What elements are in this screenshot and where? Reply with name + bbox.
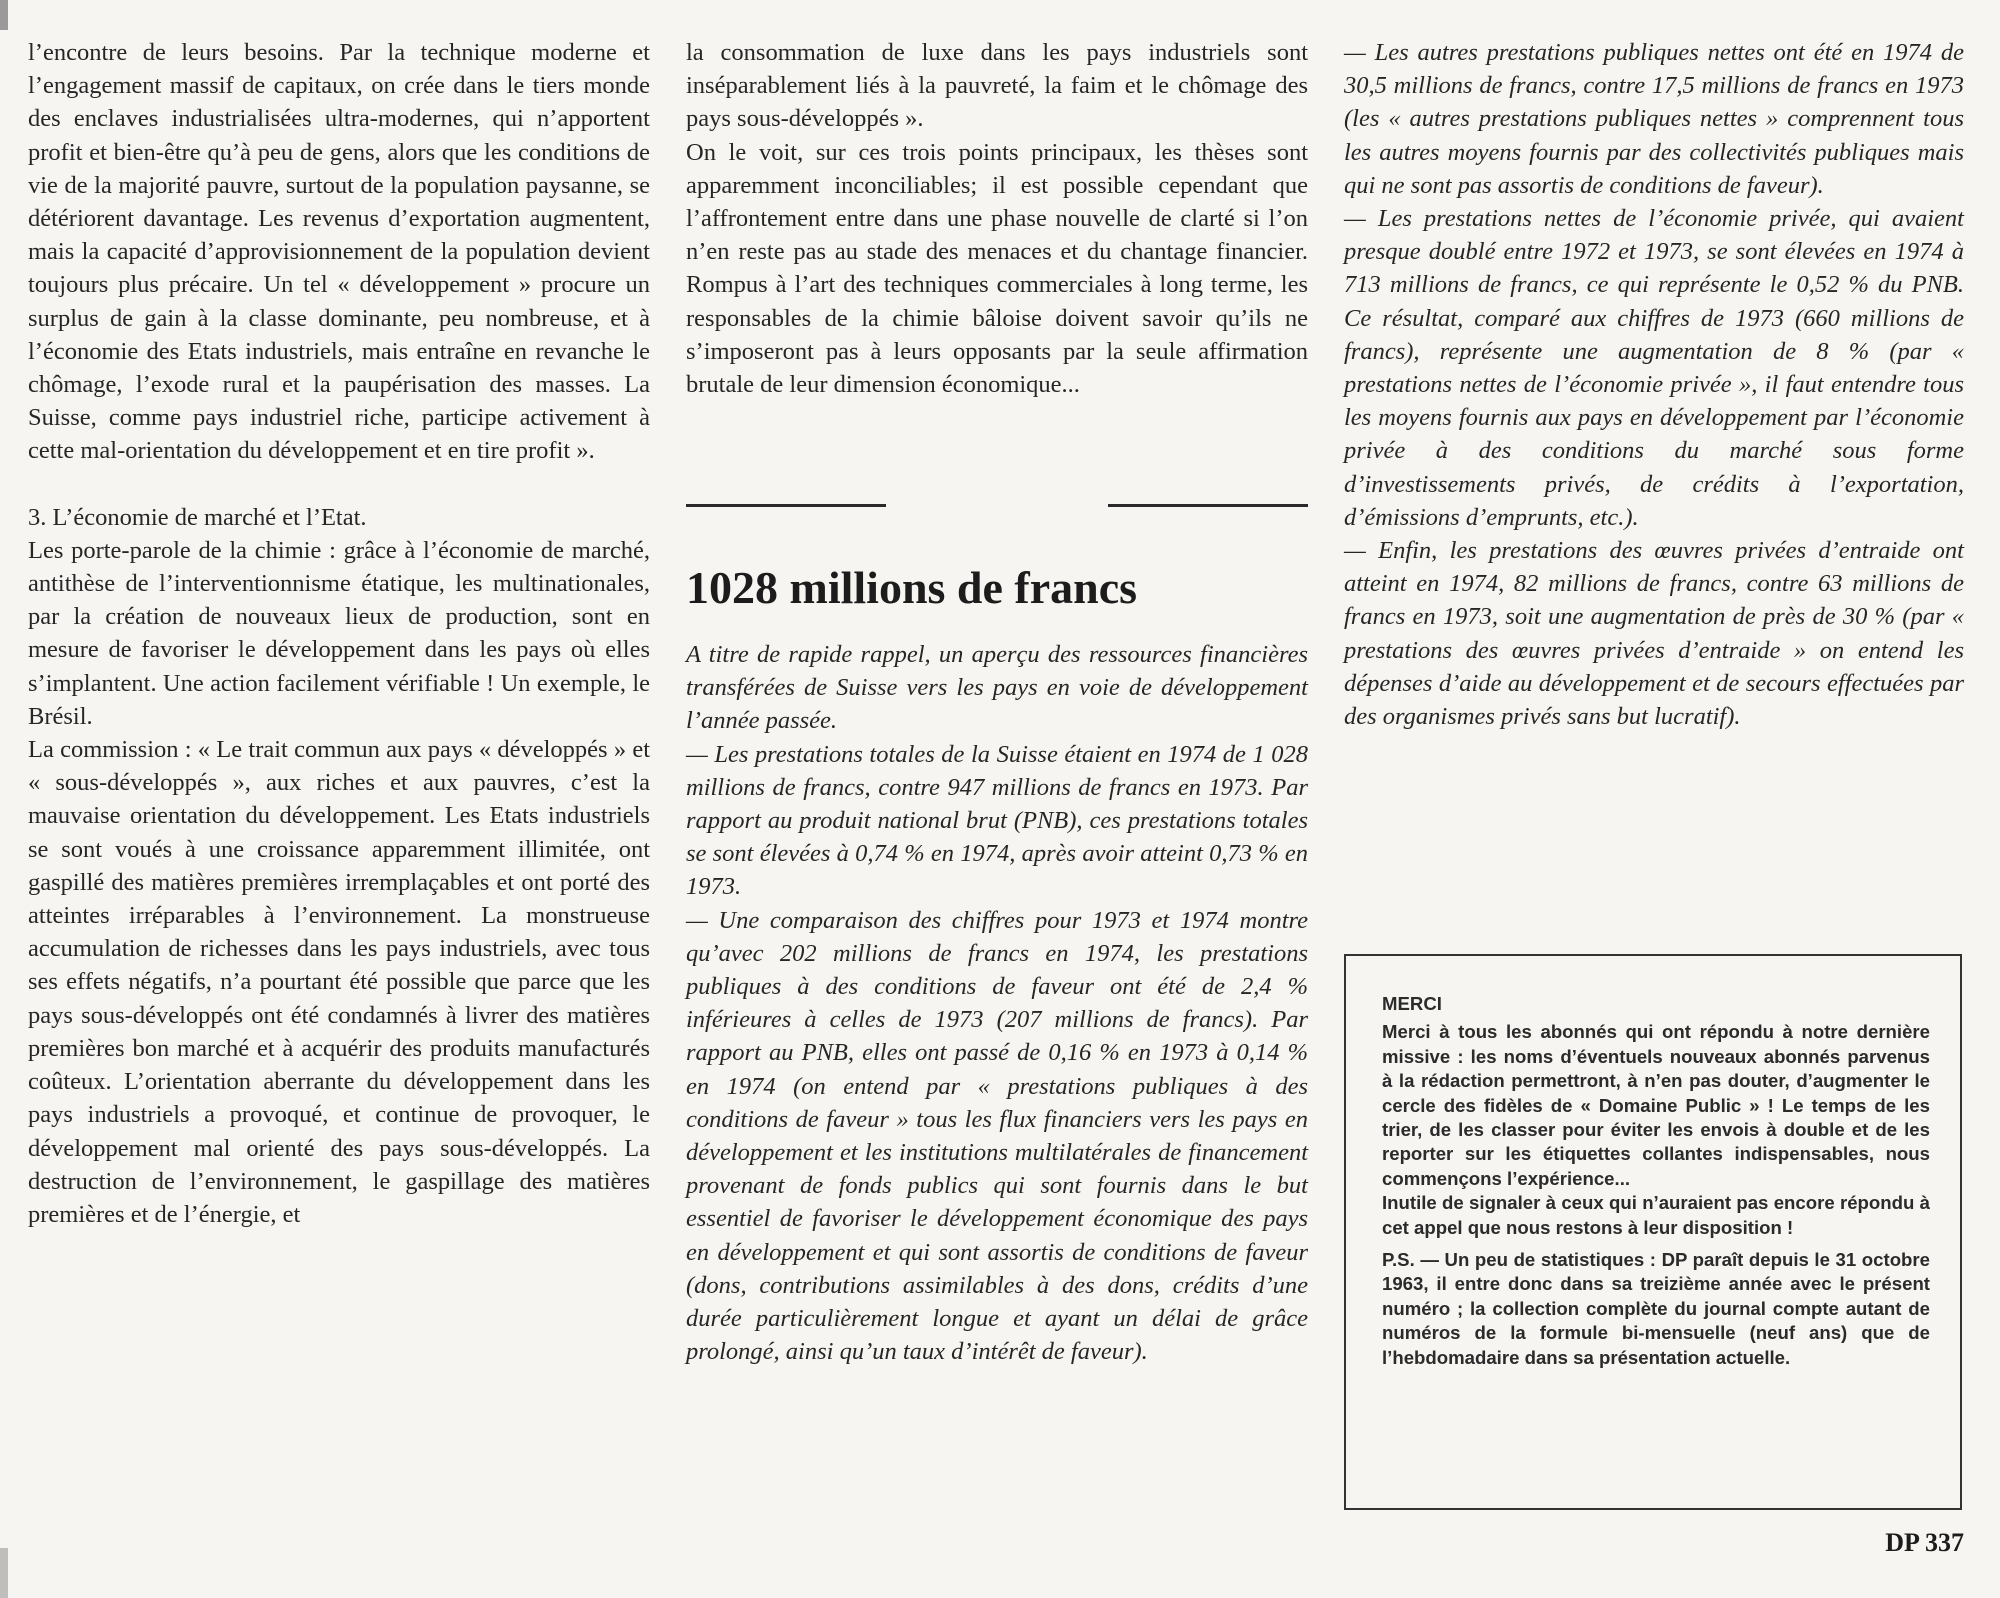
notice-paragraph: Merci à tous les abonnés qui ont répondu à notre dernière missive : les noms d’éventuels nouveaux abonnés parvenus à la rédaction permettront, à n’en pas douter, d’augmenter le cercle des fidèles de « Domaine Public » ! Le temps de les trier, de les classer pour éviter les envois à double et de les reporter sur les étiquettes collantes indispensables, nous commençons l’expérience... <box>1382 1021 1930 1189</box>
page-folio: DP 337 <box>1885 1528 1964 1557</box>
italic-paragraph: — Les prestations nettes de l’économie privée, qui avaient presque doublé entre 1972 et 1973, se sont élevées en 1974 à 713 millions de francs, ce qui représente le 0,52 % du PNB. Ce résultat, comparé aux chiffres de 1973 (660 millions de francs), représente une augmentation de 8 % (par « prestations nettes de l’économie privée », il faut entendre tous les moyens fournis aux pays en développement par l’économie privée à des conditions du marché sous forme d’investissements privés, de crédits à l’exportation, d’émissions d’emprunts, etc.). <box>1344 205 1964 531</box>
notice-postscript: P.S. — Un peu de statistiques : DP paraît depuis le 31 octobre 1963, il entre donc dans sa treizième année avec le présent numéro ; la collection complète du journal compte autant de numéros de la formule bi-mensuelle (neuf ans) que de l’hebdomadaire dans sa présentation actuelle. <box>1382 1249 1930 1368</box>
italic-paragraph: — Les prestations totales de la Suisse étaient en 1974 de 1 028 millions de francs, contre 947 millions de francs en 1973. Par rapport au produit national brut (PNB), ces prestations totales se sont élevées à 0,74 % en 1974, après avoir atteint 0,73 % en 1973. <box>686 740 1308 901</box>
article-heading: 1028 millions de francs <box>686 562 1138 613</box>
section-subheading: 3. L’économie de marché et l’Etat. <box>28 503 367 531</box>
paragraph-gap <box>28 468 650 501</box>
body-paragraph: On le voit, sur ces trois points principaux, les thèses sont apparemment inconciliables; il est possible cependant que l’affrontement entre dans une phase nouvelle de clarté si l’on n’en reste pas au stade des menaces et du chantage financier. Rompus à l’art des techniques commerciales à long terme, les responsables de la chimie bâloise doivent savoir qu’ils ne s’imposeront pas à leurs opposants par la seule affirmation brutale de leur dimension économique... <box>686 138 1308 399</box>
column-3 <box>1344 36 1964 733</box>
italic-paragraph: — Une comparaison des chiffres pour 1973 et 1974 montre qu’avec 202 millions de francs en 1974, les prestations publiques à des conditions de faveur ont été de 2,4 % inférieures à celles de 1973 (207 millions de francs). Par rapport au PNB, elles ont passé de 0,16 % en 1973 à 0,14 % en 1974 (on entend par « prestations publiques à des conditions de faveur » tous les flux financiers vers les pays en développement et les institutions multilatérales de financement provenant de fonds publics qui sont fournis dans le but essentiel de favoriser le développement économique des pays en développement et qui sont assortis de conditions de faveur (dons, contributions assimilables à des dons, crédits d’une durée particulièrement longue et ayant un délai de grâce prolongé, ainsi qu’un taux d’intérêt de faveur). <box>686 906 1308 1366</box>
divider-rule-right <box>1108 504 1308 507</box>
scan-corner-mark <box>0 0 8 30</box>
italic-paragraph: — Enfin, les prestations des œuvres privées d’entraide ont atteint en 1974, 82 millions de francs, contre 63 millions de francs en 1973, soit une augmentation de près de 30 % (par « prestations des œuvres privées d’entraide » on entend les dépenses d’aide au développement et de secours effectuées par des organismes privés sans but lucratif). <box>1344 537 1964 731</box>
merci-notice-box <box>1344 954 1962 1510</box>
column-1 <box>28 36 650 1231</box>
scan-edge-mark <box>0 1548 8 1598</box>
column-2 <box>686 36 1308 401</box>
body-paragraph: Les porte-parole de la chimie : grâce à l’économie de marché, antithèse de l’interventionnisme étatique, les multinationales, par la création de nouveaux lieux de production, sont en mesure de favoriser le développement dans les pays où elles s’implantent. Une action facilement vérifiable ! Un exemple, le Brésil. <box>28 536 650 730</box>
notice-title: MERCI <box>1382 993 1442 1014</box>
body-paragraph: La commission : « Le trait commun aux pays « développés » et « sous-développés », aux riches et aux pauvres, c’est la mauvaise orientation du développement. Les Etats industriels se sont voués à une croissance apparemment illimitée, ont gaspillé des matières premières irremplaçables et ont porté des atteintes irréparables à l’environnement. La monstrueuse accumulation de richesses dans les pays industriels, avec tous ses effets négatifs, n’a pourtant été possible que parce que les pays sous-développés ont été condamnés à livrer des matières premières bon marché et à acquérir des produits manufacturés coûteux. L’orientation aberrante du développement dans les pays industriels a provoqué, et continue de provoquer, le développement mal orienté des pays sous-développés. La destruction de l’environnement, le gaspillage des matières premières et de l’énergie, et <box>28 736 650 1228</box>
body-paragraph: l’encontre de leurs besoins. Par la technique moderne et l’engagement massif de capitaux, on crée dans le tiers monde des enclaves industrialisées ultra-modernes, qui n’apportent profit et bien-être qu’à peu de gens, alors que les conditions de vie de la majorité pauvre, surtout de la population paysanne, se détériorent davantage. Les revenus d’exportation augmentent, mais la capacité d’approvisionnement de la population devient toujours plus précaire. Un tel « développement » procure un surplus de gain à la classe dominante, peu nombreuse, et à l’économie des Etats industriels, mais entraîne en revanche le chômage, l’exode rural et la paupérisation des masses. La Suisse, comme pays industriel riche, participe activement à cette mal-orientation du développement et en tire profit ». <box>28 39 650 465</box>
divider-rule-left <box>686 504 886 507</box>
body-paragraph: la consommation de luxe dans les pays industriels sont inséparablement liés à la pauvreté, la faim et le chômage des pays sous-développés ». <box>686 39 1308 133</box>
article-body <box>686 638 1308 1368</box>
section-divider <box>686 504 1308 508</box>
italic-paragraph: — Les autres prestations publiques nettes ont été en 1974 de 30,5 millions de francs, contre 17,5 millions de francs en 1973 (les « autres prestations publiques nettes » comprennent tous les autres moyens fournis par des collectivités publiques mais qui ne sont pas assortis de conditions de faveur). <box>1344 39 1964 199</box>
italic-paragraph: A titre de rapide rappel, un aperçu des ressources financières transférées de Suisse vers les pays en voie de développement l’année passée. <box>686 641 1308 735</box>
notice-paragraph: Inutile de signaler à ceux qui n’auraient pas encore répondu à cet appel que nous restons à leur disposition ! <box>1382 1192 1930 1238</box>
